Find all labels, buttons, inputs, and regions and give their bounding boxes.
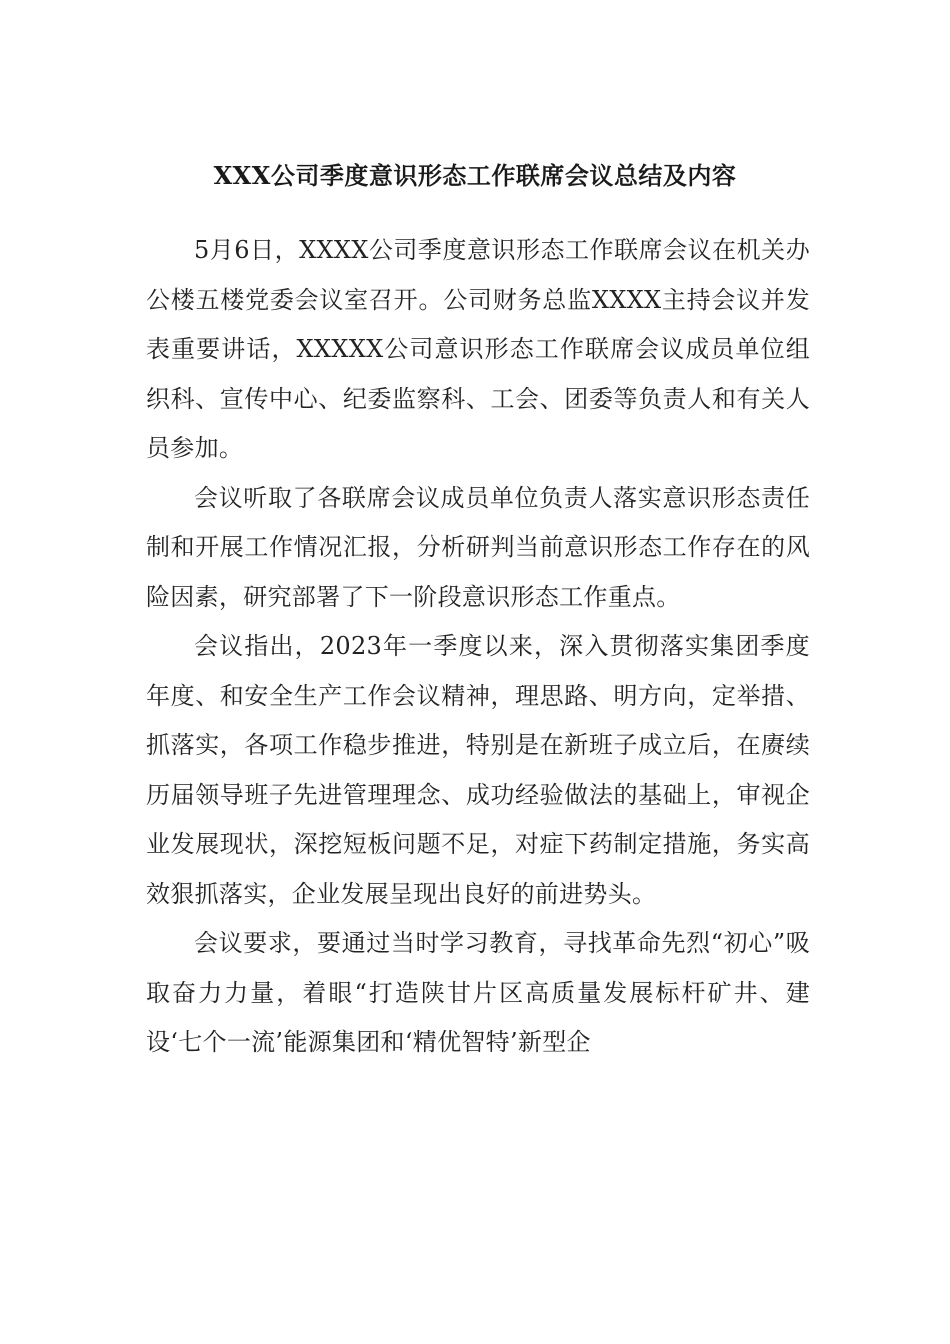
paragraph-meeting-requirements: 会议要求，要通过当时学习教育，寻找革命先烈“初心”吸取奋力力量，着眼“打造陕甘片区高质量发展标杆矿井、建设‘七个一流’能源集团和‘精优智特’新型企 bbox=[146, 929, 810, 1056]
paragraph-meeting-overview: 5月6日，XXXX公司季度意识形态工作联席会议在机关办公楼五楼党委会议室召开。公司财务总监XXXX主持会议并发表重要讲话，XXXXX公司意识形态工作联席会议成员单位组织科、宣传中心、纪委监察科、工会、团委等负责人和有关人员参加。 bbox=[146, 236, 810, 462]
document-body bbox=[146, 226, 810, 1068]
document-title: XXX公司季度意识形态工作联席会议总结及内容 bbox=[213, 161, 737, 190]
paragraph-meeting-findings: 会议指出，2023年一季度以来，深入贯彻落实集团季度年度、和安全生产工作会议精神，理思路、明方向，定举措、抓落实，各项工作稳步推进，特别是在新班子成立后，在赓续历届领导班子先进管理理念、成功经验做法的基础上，审视企业发展现状，深挖短板问题不足，对症下药制定措施，务实高效狠抓落实，企业发展呈现出良好的前进势头。 bbox=[146, 632, 810, 908]
paragraph-meeting-agenda: 会议听取了各联席会议成员单位负责人落实意识形态责任制和开展工作情况汇报，分析研判当前意识形态工作存在的风险因素，研究部署了下一阶段意识形态工作重点。 bbox=[146, 483, 810, 611]
